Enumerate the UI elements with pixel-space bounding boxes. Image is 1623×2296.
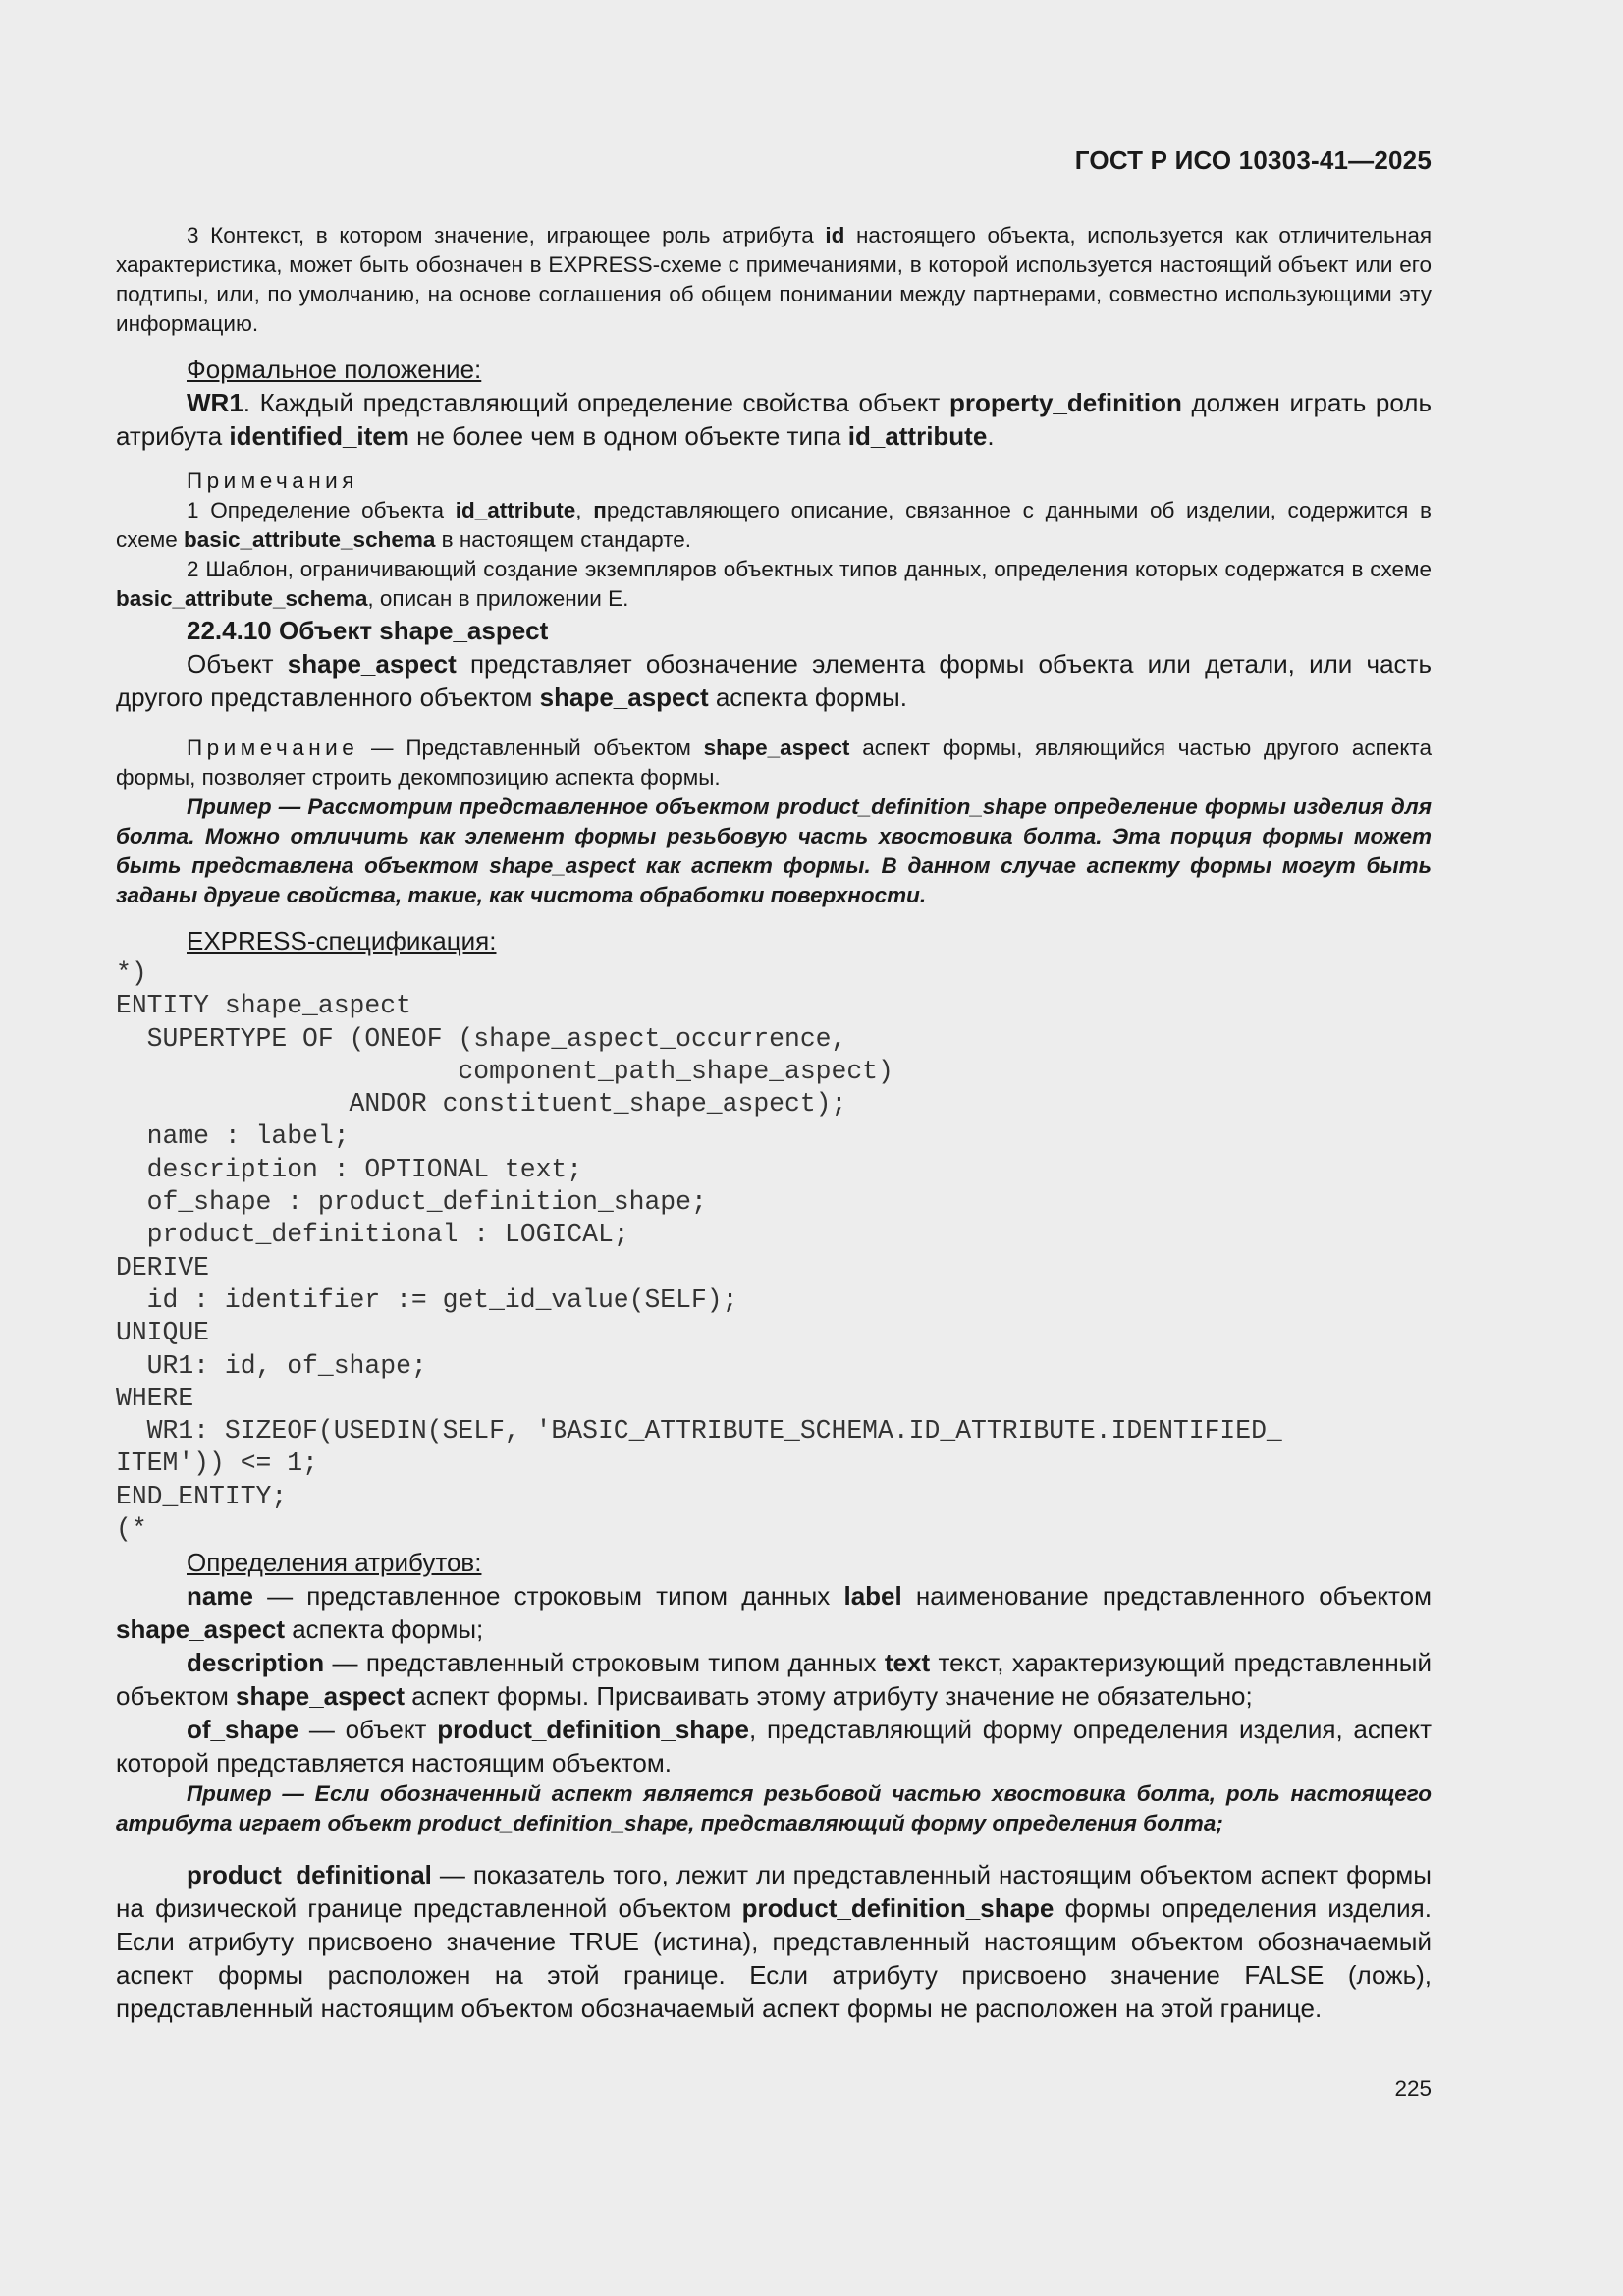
attr-description: description — представленный строковым типом данных text текст, характеризующий представленный объектом shape_aspect аспект формы. Присваивать этому атрибуту значение не обязательно; <box>116 1648 1432 1712</box>
formal-wr1: WR1. Каждый представляющий определение свойства объект property_definition должен играть роль атрибута identified_item не более чем в одном объекте типа id_attribute. <box>116 388 1432 451</box>
page-number: 225 <box>1394 2076 1432 2101</box>
example-1: Пример — Рассмотрим представленное объектом product_definition_shape определение формы изделия для болта. Можно отличить как элемент формы резьбовую часть хвостовика болта. Эта порция формы может быть представлена объектом shape_aspect как аспект формы. В данном случае аспекту формы могут быть заданы другие свойства, такие, как чистота обработки поверхности. <box>116 794 1432 907</box>
section-intro: Объект shape_aspect представляет обозначение элемента формы объекта или детали, или часть другого представленного объектом shape_aspect аспекта формы. <box>116 649 1432 712</box>
note-2: 2 Шаблон, ограничивающий создание экземпляров объектных типов данных, определения которых содержатся в схеме basic_attribute_schema, описан в приложении Е. <box>116 557 1432 611</box>
note-single: Примечание — Представленный объектом shape_aspect аспект формы, являющийся частью другого аспекта формы, позволяет строить декомпозицию аспекта формы. <box>116 736 1432 790</box>
document-id-header: ГОСТ Р ИСО 10303-41—2025 <box>1074 145 1432 175</box>
attr-of-shape: of_shape — объект product_definition_shape, представляющий форму определения изделия, аспект которой представляется настоящим объектом. <box>116 1715 1432 1778</box>
attr-name: name — представленное строковым типом данных label наименование представленного объектом shape_aspect аспекта формы; <box>116 1581 1433 1645</box>
attr-product-definitional: product_definitional — показатель того, лежит ли представленный настоящим объектом аспект формы на физической границе представленной объектом product_definition_shape формы определения изделия. Если атрибуту присвоено значение TRUE (истина), представленный настоящим объектом обозначаемый аспект формы расположен на этой границе. Если атрибуту присвоено значение FALSE (ложь), представленный настоящим объектом обозначаемый аспект формы не расположен на этой границе. <box>116 1860 1432 2024</box>
express-title: EXPRESS-спецификация: <box>187 926 497 956</box>
document-page <box>116 145 1432 2025</box>
note-1: 1 Определение объекта id_attribute, представляющего описание, связанное с данными об изделии, содержится в схеме basic_attribute_schema в настоящем стандарте. <box>116 498 1432 552</box>
example-2: Пример — Если обозначенный аспект является резьбовой частью хвостовика болта, роль настоящего атрибута играет объект product_definition_shape, представляющий форму определения болта; <box>116 1781 1432 1836</box>
note-3: 3 Контекст, в котором значение, играющее роль атрибута id настоящего объекта, используется как отличительная характеристика, может быть обозначен в EXPRESS-схеме с примечаниями, в которой используется настоящий объект или его подтипы, или, по умолчанию, на основе соглашения об общем понимании между партнерами, совместно использующими эту информацию. <box>116 223 1433 336</box>
formal-title: Формальное положение: <box>187 355 482 384</box>
express-code: *) ENTITY shape_aspect SUPERTYPE OF (ONEOF (shape_aspect_occurrence, component_path_shape_aspect) ANDOR constituent_shape_aspect); name : label; description : OPTIONAL text; of_shape : product_definition_shape; product_definitional : LOGICAL; DERIVE id : identifier := get_id_value(SELF); UNIQUE UR1: id, of_shape; WHERE WR1: SIZEOF(USEDIN(SELF, 'BASIC_ATTRIBUTE_SCHEMA.ID_ATTRIBUTE.IDENTIFIED_ ITEM')) <= 1; END_ENTITY; (* <box>116 958 1282 1545</box>
section-heading: 22.4.10 Объект shape_aspect <box>187 616 549 645</box>
attrs-title: Определения атрибутов: <box>187 1548 482 1578</box>
notes-title: Примечания <box>187 468 358 493</box>
